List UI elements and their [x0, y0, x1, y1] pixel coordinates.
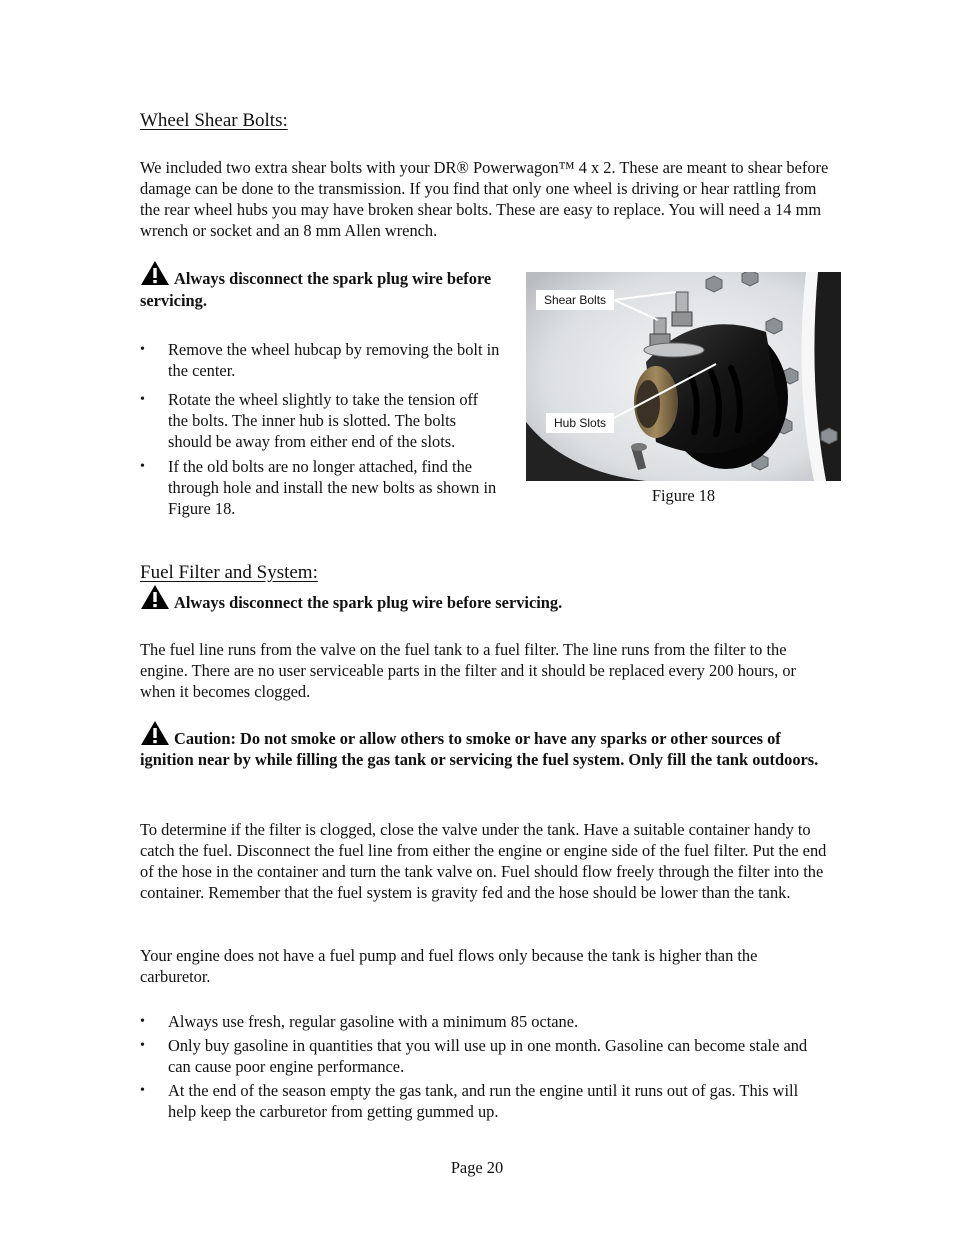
page-number: Page 20	[450, 1158, 504, 1177]
warning-triangle-icon	[140, 260, 170, 286]
list-item: • Remove the wheel hubcap by removing the bolt in the center.	[140, 339, 500, 381]
warning-triangle-icon	[140, 584, 170, 610]
caution-block	[140, 720, 830, 770]
hub-slots-label: Hub Slots	[546, 413, 614, 433]
section-heading-wheel-shear-bolts: Wheel Shear Bolts:	[140, 110, 288, 131]
list-item: • If the old bolts are no longer attached, find the through hole and install the new bolts as shown in Figure 18.	[140, 456, 500, 519]
intro-paragraph: We included two extra shear bolts with your DR® Powerwagon™ 4 x 2. These are meant to shear before damage can be done to the transmission. If you find that only one wheel is driving or hear rattling from the rear wheel hubs you may have broken shear bolts. These are easy to replace. You will need a 14 mm wrench or socket and an 8 mm Allen wrench.	[140, 158, 829, 240]
gasoline-tips	[140, 1011, 830, 1122]
filter-clog-paragraph: To determine if the filter is clogged, close the valve under the tank. Have a suitable container handy to catch the fuel. Disconnect the fuel line from either the engine or engine side of the fuel filter. Put the end of the hose in the container and turn the tank valve on. Fuel should flow freely through the filter into the container. Remember that the fuel system is gravity fed and the hose should be lower than the tank.	[140, 820, 827, 902]
warning-triangle-icon	[140, 720, 170, 746]
list-item: • Only buy gasoline in quantities that you will use up in one month. Gasoline can become stale and can cause poor engine performance.	[140, 1035, 830, 1077]
figure-18-photo	[526, 272, 841, 481]
warning-block-2	[140, 584, 830, 613]
list-item: • Always use fresh, regular gasoline with a minimum 85 octane.	[140, 1011, 830, 1032]
fuel-line-paragraph: The fuel line runs from the valve on the fuel tank to a fuel filter. The line runs from the filter to the engine. There are no user serviceable parts in the filter and it should be replaced every 200 hours, or when it becomes clogged.	[140, 640, 796, 701]
list-item: • Rotate the wheel slightly to take the tension off the bolts. The inner hub is slotted. The bolts should be away from either end of the slots.	[140, 389, 500, 452]
list-item: • At the end of the season empty the gas tank, and run the engine until it runs out of gas. This will help keep the carburetor from getting gummed up.	[140, 1080, 830, 1122]
warning-block-1	[140, 260, 500, 312]
warning-text-2: Always disconnect the spark plug wire before servicing.	[174, 593, 563, 612]
fuel-pump-paragraph: Your engine does not have a fuel pump and fuel flows only because the tank is higher than the carburetor.	[140, 946, 758, 986]
section-heading-fuel-filter: Fuel Filter and System:	[140, 562, 318, 583]
caution-text: Caution: Do not smoke or allow others to smoke or have any sparks or other sources of ignition near by while filling the gas tank or servicing the fuel system. Only fill the tank outdoors.	[140, 729, 819, 769]
shear-bolt-steps	[140, 339, 500, 519]
figure-caption: Figure 18	[651, 486, 716, 505]
warning-text-1: Always disconnect the spark plug wire before servicing.	[140, 269, 492, 310]
shear-bolts-label: Shear Bolts	[536, 290, 614, 310]
